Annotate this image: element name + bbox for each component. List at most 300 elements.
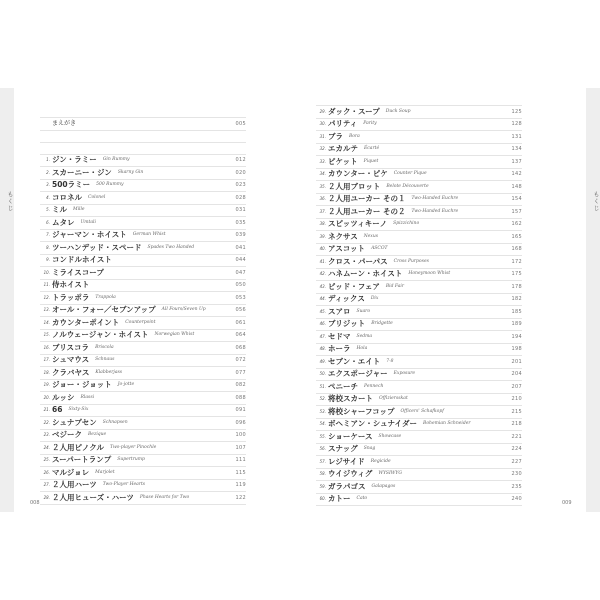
entry-number: 47.	[319, 333, 326, 339]
entry-number: 15.	[43, 332, 50, 338]
toc-row[interactable]	[40, 292, 246, 305]
toc-row[interactable]	[40, 205, 246, 218]
toc-row[interactable]	[316, 206, 522, 219]
entry-page: 072	[235, 357, 246, 364]
spacer-row	[40, 143, 246, 155]
toc-row[interactable]	[316, 344, 522, 357]
entry-title-ja: コロネル	[52, 192, 82, 202]
entry-number: 49.	[319, 358, 326, 364]
entry-title-ja: 将校シャーフコップ	[328, 406, 395, 416]
toc-row[interactable]	[316, 331, 522, 344]
entry-title-en: Klabberjass	[95, 369, 123, 375]
toc-row[interactable]	[316, 105, 522, 119]
entry-title-ja: ２人用ハーツ	[52, 480, 97, 490]
entry-title-en: Bora	[349, 133, 360, 139]
entry-title-ja: ２人用ユーカー その２	[328, 206, 406, 216]
entry-number: 29.	[319, 108, 326, 114]
toc-row[interactable]	[316, 294, 522, 307]
toc-row[interactable]	[316, 119, 522, 132]
entry-title-ja: ブリジット	[328, 319, 366, 329]
entry-number: 54.	[319, 421, 326, 427]
entry-page: 020	[235, 169, 246, 176]
entry-title-ja: トラッポラ	[52, 292, 90, 302]
entry-title-en: Exposure	[393, 371, 416, 377]
toc-row[interactable]	[40, 355, 246, 368]
entry-title-ja: レジサイド	[328, 456, 365, 466]
spacer-row	[40, 131, 246, 143]
entry-number: 30.	[319, 121, 326, 127]
entry-title-ja: ホーラ	[328, 344, 351, 354]
entry-number: 13.	[43, 307, 50, 313]
entry-title-en: Bezique	[88, 432, 107, 438]
entry-number: 2.	[46, 169, 50, 175]
toc-row[interactable]	[40, 380, 246, 393]
entry-title-en: Officers' Schafkopf	[400, 408, 444, 414]
entry-title-en: Duck Soup	[385, 108, 411, 114]
entry-page: 154	[511, 196, 522, 203]
entry-number: 18.	[43, 369, 50, 375]
entry-title-en: Spizzichino	[393, 221, 420, 227]
toc-row[interactable]	[316, 469, 522, 482]
entry-title-en: Showcase	[378, 433, 402, 439]
entry-page: 125	[511, 108, 522, 115]
entry-title-en: Gin Rummy	[102, 157, 130, 163]
entry-title-ja: 500ラミー	[52, 180, 91, 190]
entry-page: 012	[235, 157, 246, 164]
entry-title-ja: スピッツィキーノ	[328, 219, 388, 229]
entry-title-ja: ガラパゴス	[328, 481, 366, 491]
entry-title-en: Dix	[370, 296, 379, 302]
entry-title-en: WYSIWYG	[378, 471, 402, 477]
entry-number: 20.	[43, 394, 50, 400]
entry-title-en: Schnaus	[95, 357, 115, 363]
entry-title-ja: ２人用ピノクル	[52, 442, 104, 452]
entry-page: 207	[511, 383, 522, 390]
entry-page: 077	[235, 369, 246, 376]
toc-row[interactable]	[316, 269, 522, 282]
toc-row[interactable]	[40, 167, 246, 180]
entry-page: 198	[511, 346, 522, 353]
entry-title-ja: パリティ	[328, 119, 358, 129]
entry-number: 32.	[319, 146, 326, 152]
entry-page: 157	[511, 208, 522, 215]
toc-row[interactable]	[40, 480, 246, 493]
entry-title-ja: シュナプセン	[52, 417, 97, 427]
page-number-left: 008	[30, 500, 40, 506]
entry-title-ja: ショーケース	[328, 431, 373, 441]
entry-title-en: Umtali	[80, 219, 96, 225]
toc-row[interactable]	[316, 156, 522, 169]
entry-number: 37.	[319, 208, 326, 214]
entry-number: 60.	[319, 496, 326, 502]
entry-page: 122	[235, 494, 246, 501]
entry-title-ja: 66	[52, 405, 63, 415]
entry-number: 44.	[319, 296, 326, 302]
entry-number: 17.	[43, 357, 50, 363]
entry-title-ja: ノルウェージャン・ホイスト	[52, 330, 149, 340]
entry-title-en: Spades Two Handed	[147, 244, 195, 250]
entry-number: 27.	[43, 482, 50, 488]
entry-number: 14.	[43, 319, 50, 325]
entry-number: 33.	[319, 158, 326, 164]
entry-title-ja: ペニーチ	[328, 381, 358, 391]
entry-page: 178	[511, 283, 522, 290]
entry-page: 115	[235, 469, 246, 476]
entry-page: 148	[511, 183, 522, 190]
entry-page: 056	[235, 307, 246, 314]
entry-title-ja: スカーニー・ジン	[52, 167, 112, 177]
entry-number: 56.	[319, 446, 326, 452]
entry-title-en: Norwegian Whist	[154, 332, 195, 338]
entry-number: 38.	[319, 221, 326, 227]
entry-number: 6.	[46, 219, 50, 225]
entry-page: 119	[235, 482, 246, 489]
entry-number: 53.	[319, 408, 326, 414]
entry-number: 23.	[43, 432, 50, 438]
toc-row[interactable]	[40, 192, 246, 205]
entry-page: 041	[235, 244, 246, 251]
preface-page: 005	[235, 120, 246, 127]
toc-row[interactable]	[316, 144, 522, 157]
entry-page: 215	[511, 408, 522, 415]
entry-page: 064	[235, 332, 246, 339]
entry-number: 50.	[319, 371, 326, 377]
entry-page: 035	[235, 219, 246, 226]
toc-row[interactable]	[316, 306, 522, 319]
entry-title-en: Bridgette	[371, 321, 393, 327]
entry-page: 107	[235, 444, 246, 451]
entry-title-en: Hola	[356, 346, 368, 352]
entry-page: 189	[511, 321, 522, 328]
entry-page: 096	[235, 419, 246, 426]
entry-page: 053	[235, 294, 246, 301]
entry-page: 128	[511, 121, 522, 128]
entry-page: 182	[511, 296, 522, 303]
entry-title-en: Bohemian Schneider	[423, 421, 471, 427]
toc-row[interactable]	[316, 444, 522, 457]
entry-title-ja: カウンターポイント	[52, 317, 120, 327]
toc-row[interactable]	[316, 194, 522, 207]
table-of-contents-left	[40, 117, 246, 505]
entry-page: 039	[235, 232, 246, 239]
toc-row[interactable]	[316, 431, 522, 444]
entry-page: 172	[511, 258, 522, 265]
toc-row[interactable]	[316, 319, 522, 332]
entry-title-ja: ジャーマン・ホイスト	[52, 230, 127, 240]
entry-title-ja: ディックス	[328, 294, 365, 304]
entry-title-ja: セブン・エイト	[328, 356, 381, 366]
entry-title-en: Nexus	[363, 233, 379, 239]
toc-row[interactable]	[40, 405, 246, 418]
entry-title-en: 500 Rummy	[96, 182, 124, 188]
entry-number: 7.	[46, 232, 50, 238]
entry-page: 134	[511, 146, 522, 153]
entry-number: 41.	[319, 258, 326, 264]
toc-row[interactable]	[316, 381, 522, 394]
entry-page: 068	[235, 344, 246, 351]
entry-title-ja: ダック・スープ	[328, 106, 380, 116]
toc-row[interactable]	[40, 242, 246, 255]
entry-title-ja: ２人用ブロット	[328, 181, 381, 191]
entry-title-ja: セドマ	[328, 331, 351, 341]
entry-page: 240	[511, 496, 522, 503]
entry-number: 57.	[319, 458, 326, 464]
toc-row[interactable]	[316, 244, 522, 257]
entry-page: 142	[511, 171, 522, 178]
entry-number: 42.	[319, 271, 326, 277]
entry-title-en: Counterpoint	[125, 319, 156, 325]
entry-title-en: All Fours/Seven Up	[161, 307, 206, 313]
toc-row[interactable]	[40, 455, 246, 468]
entry-number: 51.	[319, 383, 326, 389]
toc-row[interactable]	[316, 419, 522, 432]
side-label-right: もくじ	[592, 191, 599, 212]
entry-title-ja: ２人用ユーカー その１	[328, 194, 406, 204]
entry-title-ja: ビッド・フェア	[328, 281, 380, 291]
entry-page: 088	[235, 394, 246, 401]
entry-title-ja: ボヘミアン・シュナイダー	[328, 419, 418, 429]
entry-page: 201	[511, 358, 522, 365]
toc-row[interactable]	[316, 406, 522, 419]
entry-page: 044	[235, 257, 246, 264]
entry-title-en: Schnapsen	[102, 419, 128, 425]
entry-title-en: Galapagos	[371, 483, 396, 489]
entry-number: 22.	[43, 419, 50, 425]
toc-row[interactable]	[316, 456, 522, 469]
entry-title-en: Sixty-Six	[68, 407, 89, 413]
entry-number: 4.	[46, 194, 50, 200]
entry-page: 235	[511, 483, 522, 490]
entry-title-en: Jo-jotte	[117, 382, 135, 388]
entry-title-en: Supertrump	[117, 457, 145, 463]
entry-number: 21.	[43, 407, 50, 413]
entry-page: 194	[511, 333, 522, 340]
entry-title-en: Two-Player Hearts	[102, 482, 146, 488]
entry-title-en: Phase Hearts for Two	[139, 494, 190, 500]
entry-title-ja: コンドルホイスト	[52, 255, 112, 265]
entry-title-en: Mille	[73, 207, 85, 213]
entry-title-en: Trappola	[95, 294, 116, 300]
entry-page: 210	[511, 396, 522, 403]
entry-title-ja: スナッグ	[328, 444, 358, 454]
entry-number: 31.	[319, 133, 326, 139]
entry-page: 224	[511, 446, 522, 453]
entry-title-ja: ジョー・ジョット	[52, 380, 112, 390]
toc-row-preface[interactable]	[40, 117, 246, 131]
entry-page: 165	[511, 233, 522, 240]
entry-title-ja: エカルテ	[328, 144, 358, 154]
entry-title-en: Snag	[363, 446, 376, 452]
entry-title-ja: スアロ	[328, 306, 351, 316]
entry-title-ja: エクスポージャー	[328, 369, 388, 379]
entry-number: 11.	[43, 282, 50, 288]
entry-title-en: Parity	[363, 121, 377, 127]
entry-title-en: Belote Découverte	[386, 183, 429, 189]
preface-title: まえがき	[52, 119, 77, 127]
entry-title-ja: ２人用ヒューズ・ハーツ	[52, 492, 134, 502]
entry-number: 10.	[43, 269, 50, 275]
entry-title-en: Suaro	[356, 308, 371, 314]
entry-title-ja: 侍ホイスト	[52, 280, 90, 290]
toc-row[interactable]	[316, 231, 522, 244]
entry-number: 12.	[43, 294, 50, 300]
entry-number: 16.	[43, 344, 50, 350]
table-of-contents-right	[316, 105, 522, 506]
entry-title-ja: ジン・ラミー	[52, 155, 97, 165]
toc-row[interactable]	[316, 481, 522, 494]
toc-row[interactable]	[40, 280, 246, 293]
toc-row[interactable]	[40, 417, 246, 430]
toc-row[interactable]	[316, 256, 522, 269]
page-number-right: 009	[562, 500, 572, 506]
entry-number: 9.	[46, 257, 50, 263]
entry-title-en: Honeymoon Whist	[408, 271, 451, 277]
entry-number: 48.	[319, 346, 326, 352]
toc-row[interactable]	[40, 330, 246, 343]
entry-page: 168	[511, 246, 522, 253]
toc-row[interactable]	[40, 217, 246, 230]
entry-title-en: Bid Fair	[385, 283, 404, 289]
entry-title-ja: ミライスコープ	[52, 267, 104, 277]
entry-page: 047	[235, 269, 246, 276]
entry-title-ja: ムタレ	[52, 217, 75, 227]
entry-title-en: Skarny Gin	[117, 169, 144, 175]
entry-page: 061	[235, 319, 246, 326]
entry-title-ja: ウイジウィグ	[328, 469, 373, 479]
entry-number: 5.	[46, 207, 50, 213]
entry-title-en: Cross Purposes	[393, 258, 429, 264]
toc-row[interactable]	[316, 131, 522, 144]
entry-number: 8.	[46, 244, 50, 250]
entry-number: 24.	[43, 444, 50, 450]
entry-title-en: ASCOT	[371, 246, 388, 252]
entry-number: 28.	[43, 494, 50, 500]
toc-row[interactable]	[316, 181, 522, 194]
toc-row[interactable]	[316, 394, 522, 407]
entry-number: 25.	[43, 457, 50, 463]
toc-row[interactable]	[316, 169, 522, 182]
toc-row[interactable]	[40, 467, 246, 480]
entry-page: 230	[511, 471, 522, 478]
entry-title-ja: オール・フォー／セブンアップ	[52, 305, 156, 315]
entry-page: 050	[235, 282, 246, 289]
toc-row[interactable]	[40, 317, 246, 330]
entry-page: 227	[511, 458, 522, 465]
entry-title-ja: ミル	[52, 205, 67, 215]
entry-page: 204	[511, 371, 522, 378]
entry-title-en: Colonel	[88, 194, 106, 200]
entry-number: 3.	[46, 182, 50, 188]
entry-title-ja: ハネムーン・ホイスト	[328, 269, 403, 279]
entry-title-ja: ルッシ	[52, 392, 75, 402]
entry-title-ja: カウンター・ピケ	[328, 169, 388, 179]
entry-number: 1.	[46, 157, 50, 163]
entry-number: 58.	[319, 471, 326, 477]
entry-title-en: Rlassi	[80, 394, 95, 400]
toc-row[interactable]	[40, 342, 246, 355]
toc-row[interactable]	[40, 305, 246, 318]
entry-page: 023	[235, 182, 246, 189]
entry-title-en: Marjolet	[95, 469, 115, 475]
entry-title-ja: スーパートランプ	[52, 455, 112, 465]
entry-title-en: Briscola	[95, 344, 114, 350]
entry-title-en: Two-player Pinochle	[109, 444, 157, 450]
entry-title-en: Counter Pique	[393, 171, 427, 177]
entry-title-ja: マルジョレ	[52, 467, 90, 477]
entry-number: 39.	[319, 233, 326, 239]
entry-number: 45.	[319, 308, 326, 314]
side-label-left: もくじ	[6, 191, 13, 212]
entry-page: 082	[235, 382, 246, 389]
entry-title-en: Offiziersskat	[379, 396, 408, 402]
toc-row[interactable]	[316, 356, 522, 369]
entry-title-en: Piquet	[363, 158, 379, 164]
entry-page: 221	[511, 433, 522, 440]
entry-title-en: 7-8	[386, 358, 394, 364]
toc-row[interactable]	[40, 367, 246, 380]
entry-page: 162	[511, 221, 522, 228]
entry-title-ja: クロス・パーパス	[328, 256, 388, 266]
entry-page: 111	[235, 457, 246, 464]
toc-row[interactable]	[40, 442, 246, 455]
entry-number: 46.	[319, 321, 326, 327]
entry-number: 43.	[319, 283, 326, 289]
entry-page: 131	[511, 133, 522, 140]
entry-title-en: German Whist	[132, 232, 166, 238]
toc-row[interactable]	[316, 494, 522, 507]
entry-page: 185	[511, 308, 522, 315]
entry-title-en: Two-Handed Euchre	[411, 208, 459, 214]
entry-title-ja: 将校スカート	[328, 394, 373, 404]
entry-title-ja: ブリスコラ	[52, 342, 90, 352]
entry-title-ja: ネクサス	[328, 231, 358, 241]
entry-page: 100	[235, 432, 246, 439]
entry-title-ja: ベジーク	[52, 430, 82, 440]
entry-title-en: Regicide	[370, 458, 391, 464]
toc-row[interactable]	[316, 219, 522, 232]
entry-page: 091	[235, 407, 246, 414]
toc-row[interactable]	[40, 430, 246, 443]
entry-number: 34.	[319, 171, 326, 177]
entry-title-en: Écarté	[364, 146, 380, 152]
entry-title-ja: アスコット	[328, 244, 366, 254]
toc-row[interactable]	[40, 230, 246, 243]
entry-number: 19.	[43, 382, 50, 388]
toc-row[interactable]	[40, 155, 246, 168]
entry-number: 35.	[319, 183, 326, 189]
entry-title-ja: クラバヤス	[52, 367, 90, 377]
entry-title-ja: ピケット	[328, 156, 358, 166]
entry-number: 55.	[319, 433, 326, 439]
toc-row[interactable]	[40, 180, 246, 193]
toc-row[interactable]	[40, 492, 246, 505]
toc-row[interactable]	[316, 369, 522, 382]
entry-page: 175	[511, 271, 522, 278]
entry-title-ja: カトー	[328, 494, 351, 504]
right-page	[300, 0, 600, 600]
entry-page: 218	[511, 421, 522, 428]
entry-title-en: Two-Handed Euchre	[411, 196, 459, 202]
toc-row[interactable]	[40, 255, 246, 268]
toc-row[interactable]	[40, 392, 246, 405]
entry-title-ja: シュマウス	[52, 355, 90, 365]
entry-number: 52.	[319, 396, 326, 402]
entry-title-ja: ブラ	[328, 131, 343, 141]
toc-row[interactable]	[40, 267, 246, 280]
toc-row[interactable]	[316, 281, 522, 294]
entry-number: 40.	[319, 246, 326, 252]
entry-number: 59.	[319, 483, 326, 489]
